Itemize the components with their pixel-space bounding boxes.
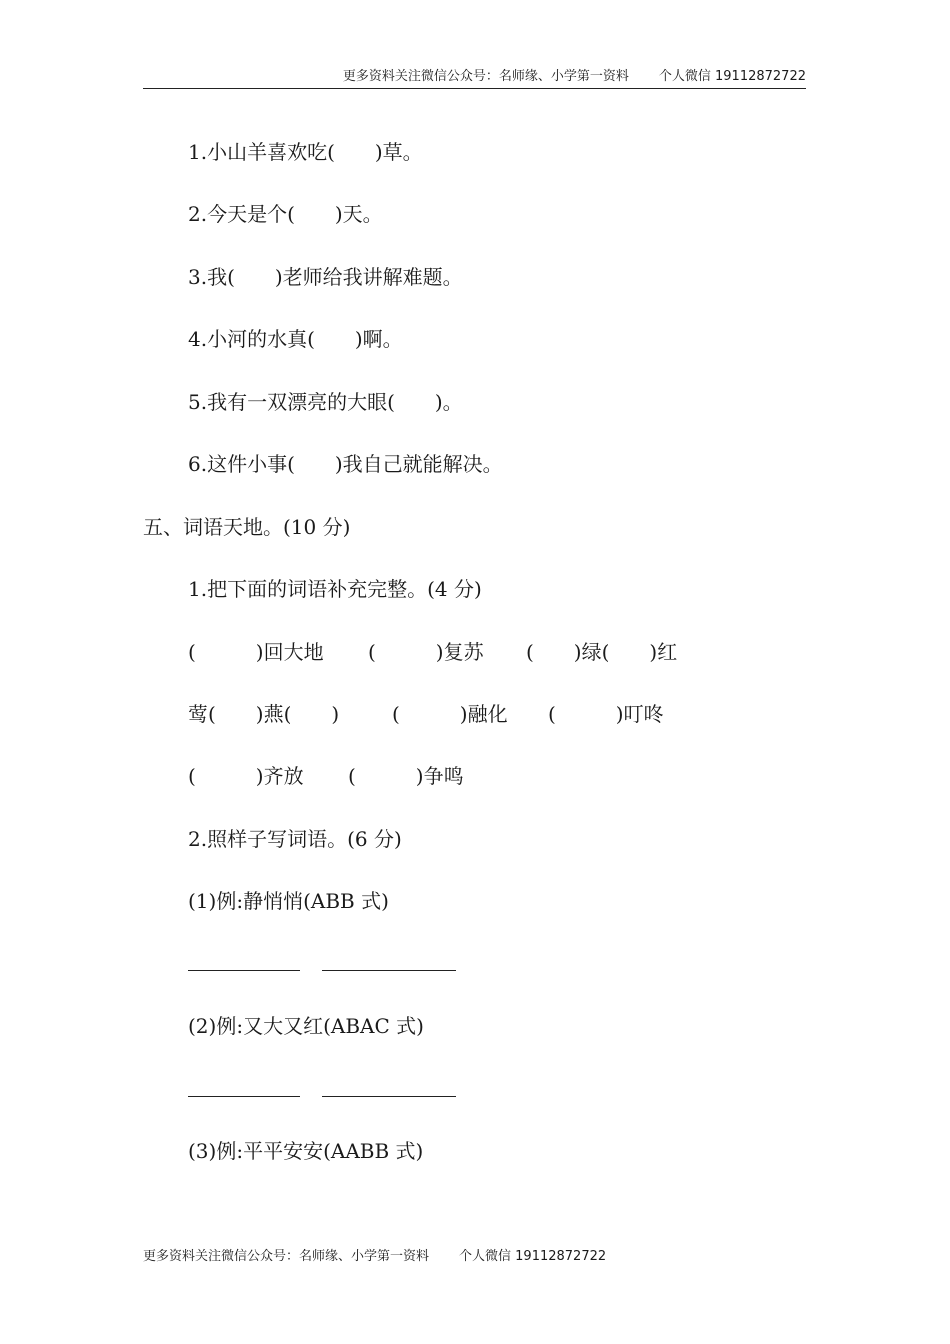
- question-4: 4.小河的水真( )啊。: [188, 327, 403, 351]
- example-3: (3)例:平平安安(AABB 式): [188, 1139, 424, 1163]
- fill-item: ( )复苏: [368, 640, 484, 664]
- question-1: 1.小山羊喜欢吃( )草。: [188, 140, 423, 164]
- answer-blank: [188, 970, 300, 971]
- header-text: 更多资料关注微信公众号：名师缘、小学第一资料: [342, 69, 629, 84]
- header-contact: 个人微信 19112872722: [658, 69, 806, 84]
- fill-item: ( )齐放: [188, 764, 304, 788]
- fill-item: ( )叮咚: [548, 702, 664, 726]
- footer-text: 更多资料关注微信公众号：名师缘、小学第一资料: [143, 1249, 430, 1264]
- section-5-title: 五、词语天地。(10 分): [143, 515, 351, 539]
- footer-contact: 个人微信 19112872722: [459, 1249, 607, 1264]
- fill-item: 莺( )燕( ): [188, 702, 340, 726]
- example-1: (1)例:静悄悄(ABB 式): [188, 889, 389, 913]
- page-footer: [143, 1248, 606, 1266]
- answer-blank: [322, 970, 456, 971]
- question-5: 5.我有一双漂亮的大眼( )。: [188, 390, 463, 414]
- part-1-title: 1.把下面的词语补充完整。(4 分): [188, 577, 482, 601]
- fill-item: ( )回大地: [188, 640, 324, 664]
- answer-blank: [322, 1096, 456, 1097]
- question-2: 2.今天是个( )天。: [188, 202, 383, 226]
- fill-item: ( )争鸣: [348, 764, 464, 788]
- answer-blank: [188, 1096, 300, 1097]
- fill-item: ( )融化: [392, 702, 508, 726]
- question-6: 6.这件小事( )我自己就能解决。: [188, 452, 503, 476]
- page-header: [143, 68, 806, 89]
- example-2: (2)例:又大又红(ABAC 式): [188, 1014, 424, 1038]
- fill-item: ( )绿( )红: [526, 640, 678, 664]
- question-3: 3.我( )老师给我讲解难题。: [188, 265, 463, 289]
- part-2-title: 2.照样子写词语。(6 分): [188, 827, 402, 851]
